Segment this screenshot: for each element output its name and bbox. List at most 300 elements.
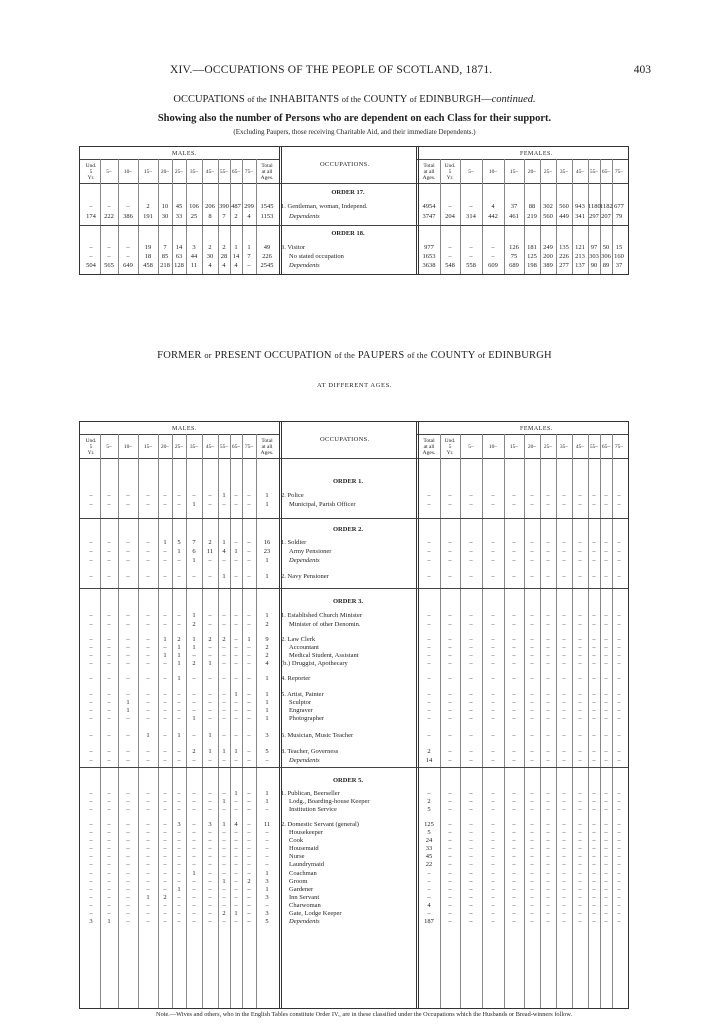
table-cell: – [107,636,111,643]
footnote: Note.—Wives and others, who in the English Tables constitute Order IV., are in these classified under the Occupations which the Husbands or Bread-winners follow. [156,1011,572,1018]
table-cell: 1 [265,557,269,564]
table-cell: – [126,918,130,925]
table-cell: – [177,557,181,564]
table-cell: – [427,539,431,546]
section2-subtitle: AT DIFFERENT AGES. [316,382,393,389]
table-cell: 977 [424,244,434,251]
table-cell: – [562,492,566,499]
occupation-label: 8. Teacher, Governess [281,748,339,755]
table-cell: – [592,894,596,901]
male-col-10–: 10– [123,169,133,175]
table-cell: – [107,699,111,706]
table-cell: – [177,870,181,877]
table-cell: – [491,253,495,260]
table-cell: – [530,691,534,698]
table-cell: – [126,829,130,836]
table-cell: – [491,501,495,508]
table-cell: – [177,501,181,508]
table-cell: – [592,748,596,755]
table-cell: – [89,886,93,893]
table-cell: – [604,501,608,508]
table-cell: – [562,798,566,805]
table-cell: – [546,757,550,764]
table-cell: – [177,492,181,499]
table-cell: – [491,675,495,682]
table-cell: 4 [265,660,269,667]
table-cell: – [469,691,473,698]
table-cell: 1 [222,748,226,755]
table-cell: – [107,244,111,251]
table-cell: – [491,894,495,901]
table-cell: – [163,644,167,651]
male-col-15–: 15– [143,169,153,175]
table-cell: – [192,573,196,580]
table-cell: – [512,501,516,508]
table-cell: – [163,732,167,739]
table-cell: 943 [575,203,585,210]
table-cell: 137 [575,262,585,269]
occupation-label: Institution Service [289,806,337,813]
table-cell: – [146,910,150,917]
table-cell: – [491,691,495,698]
column-rule [279,422,282,1008]
table-cell: – [234,845,238,852]
male-col-25–: 25– [174,444,184,450]
table-cell: – [126,837,130,844]
table-cell: – [265,902,269,909]
table-cell: – [592,539,596,546]
table-cell: 560 [559,203,569,210]
table-cell: – [427,699,431,706]
table-cell: 1 [126,707,130,714]
table-cell: 1 [222,492,226,499]
table-cell: 2 [208,636,212,643]
occupation-label: Accountant [289,644,319,651]
table-cell: – [448,870,452,877]
table-cell: – [234,918,238,925]
table-cell: – [604,732,608,739]
table-cell: – [530,845,534,852]
table-cell: – [491,870,495,877]
table-cell: 2 [222,244,226,251]
table-cell: 299 [244,203,254,210]
male-col-20–: 20– [160,169,170,175]
table-cell: 125 [424,821,434,828]
occupation-label: Dependents [289,918,320,925]
table-cell: – [546,870,550,877]
table-cell: – [222,837,226,844]
table-cell: – [512,806,516,813]
table-cell: 1 [192,644,196,651]
table-cell: – [578,621,582,628]
table-cell: – [562,691,566,698]
table-cell: – [427,715,431,722]
table-cell: – [617,894,621,901]
section1-note: (Excluding Paupers, those receiving Charitable Aid, and their immediate Dependents.) [233,128,476,136]
table-cell: 4 [222,548,226,555]
table-cell: – [89,910,93,917]
table-cell: – [126,621,130,628]
male-col-55–: 55– [219,169,229,175]
table-cell: – [592,557,596,564]
table-cell: – [546,691,550,698]
table-cell: – [604,894,608,901]
table-cell: 341 [575,213,585,220]
table-cell: – [578,910,582,917]
table-cell: – [530,798,534,805]
paupers-table [79,421,629,1009]
table-cell: – [89,253,93,260]
table-cell: 191 [143,213,153,220]
table-cell: 97 [590,244,598,251]
table-cell: – [89,492,93,499]
table-cell: 4 [208,262,212,269]
table-cell: – [530,748,534,755]
table-cell: 677 [614,203,624,210]
table-cell: 1 [163,539,167,546]
table-cell: – [491,837,495,844]
table-cell: – [546,715,550,722]
table-cell: – [491,861,495,868]
header-rule [416,434,628,435]
table-cell: – [107,539,111,546]
table-cell: 1 [265,501,269,508]
table-cell: – [126,878,130,885]
female-col-15–: 15– [509,444,519,450]
table-cell: – [208,557,212,564]
table-cell: – [578,806,582,813]
table-cell: – [247,886,251,893]
table-cell: – [126,757,130,764]
table-cell: – [617,829,621,836]
table-cell: – [592,492,596,499]
table-cell: – [578,902,582,909]
female-col-75–: 75– [614,444,624,450]
table-cell: – [192,829,196,836]
table-cell: – [222,757,226,764]
table-cell: 2 [208,539,212,546]
table-cell: 386 [123,213,133,220]
table-cell: – [512,636,516,643]
table-cell: – [192,790,196,797]
table-cell: – [530,806,534,813]
table-cell: 1 [265,886,269,893]
table-cell: – [222,621,226,628]
male-col-total: Total at all Ages. [260,163,274,181]
table-cell: – [578,918,582,925]
table-cell: – [546,557,550,564]
table-cell: – [89,675,93,682]
females-group-header: FEMALES. [520,151,553,157]
table-cell: – [562,748,566,755]
table-cell: – [530,715,534,722]
table-cell: – [592,573,596,580]
table-cell: – [592,660,596,667]
table-cell: – [89,861,93,868]
table-cell: 1 [234,748,238,755]
table-cell: – [546,845,550,852]
table-cell: – [222,557,226,564]
occupation-label: Photographer [289,715,325,722]
table-cell: 1 [265,870,269,877]
table-cell: – [491,573,495,580]
table-cell: – [177,715,181,722]
table-cell: – [469,573,473,580]
table-cell: – [146,636,150,643]
table-cell: – [107,644,111,651]
table-cell: – [222,675,226,682]
table-cell: – [604,548,608,555]
table-cell: – [126,691,130,698]
table-cell: – [469,806,473,813]
table-cell: – [469,699,473,706]
table-cell: – [592,845,596,852]
table-cell: – [177,878,181,885]
table-cell: – [491,652,495,659]
table-cell: 1 [222,798,226,805]
table-cell: – [208,644,212,651]
table-cell: – [89,732,93,739]
table-cell: – [578,548,582,555]
occupation-label: Municipal, Parish Officer [289,501,356,508]
table-cell: 135 [559,244,569,251]
table-cell: – [546,652,550,659]
table-cell: – [617,886,621,893]
male-col-total: Total at all Ages. [260,438,274,456]
table-cell: – [592,806,596,813]
table-cell: – [208,870,212,877]
table-cell: – [491,886,495,893]
table-cell: – [126,886,130,893]
table-cell: – [107,612,111,619]
table-cell: – [247,910,251,917]
table-cell: – [562,660,566,667]
header-rule [80,434,280,435]
table-cell: – [146,707,150,714]
table-cell: – [234,902,238,909]
table-cell: – [491,715,495,722]
table-cell: – [192,845,196,852]
table-cell: – [234,539,238,546]
table-cell: – [448,821,452,828]
table-cell: – [265,861,269,868]
table-cell: – [469,910,473,917]
table-cell: – [562,557,566,564]
table-cell: – [617,675,621,682]
table-cell: – [427,492,431,499]
table-cell: – [427,675,431,682]
table-cell: – [163,548,167,555]
table-cell: – [469,829,473,836]
table-cell: – [530,621,534,628]
table-cell: – [126,894,130,901]
table-cell: – [530,790,534,797]
male-col-under5: Und. 5 Yr. [85,438,97,456]
table-cell: – [146,918,150,925]
table-cell: – [512,902,516,909]
table-cell: – [234,829,238,836]
table-cell: – [107,757,111,764]
table-cell: 174 [86,213,96,220]
table-cell: – [512,548,516,555]
table-cell: – [234,861,238,868]
table-cell: – [163,612,167,619]
table-cell: – [89,790,93,797]
table-cell: – [617,861,621,868]
table-cell: – [562,845,566,852]
female-col-20–: 20– [527,169,537,175]
table-cell: 181 [527,244,537,251]
table-cell: – [177,691,181,698]
table-cell: – [247,894,251,901]
male-col-75–: 75– [244,444,254,450]
table-cell: – [578,886,582,893]
table-cell: – [126,203,130,210]
table-cell: 1 [234,910,238,917]
table-cell: – [469,870,473,877]
table-cell: – [89,878,93,885]
table-cell: – [89,707,93,714]
occupations-header: OCCUPATIONS. [320,436,370,443]
occupation-label: 2. Law Clerk [281,636,316,643]
table-cell: – [562,886,566,893]
table-cell: 85 [161,253,169,260]
order-label: ORDER 18. [331,230,365,237]
table-cell: – [578,691,582,698]
table-cell: – [222,861,226,868]
table-cell: – [427,636,431,643]
table-cell: 1 [234,790,238,797]
table-cell: – [247,748,251,755]
table-cell: – [512,707,516,714]
table-cell: 1 [265,573,269,580]
table-cell: 4 [427,902,431,909]
table-cell: – [469,539,473,546]
table-cell: – [146,548,150,555]
table-cell: – [546,853,550,860]
table-cell: – [107,660,111,667]
table-cell: – [512,675,516,682]
table-cell: – [208,894,212,901]
table-cell: – [247,621,251,628]
table-cell: – [512,715,516,722]
table-cell: – [617,902,621,909]
table-cell: – [617,918,621,925]
table-cell: – [546,790,550,797]
table-cell: – [177,853,181,860]
order-rule [80,225,628,226]
table-cell: 2 [177,636,181,643]
table-cell: – [208,492,212,499]
table-cell: – [469,878,473,885]
table-cell: – [247,699,251,706]
table-cell: – [177,845,181,852]
occupation-label: 3. Visitor [281,244,306,251]
table-cell: – [427,644,431,651]
table-cell: – [427,573,431,580]
table-cell: – [234,573,238,580]
table-cell: – [604,910,608,917]
table-cell: – [578,573,582,580]
table-cell: 1 [177,886,181,893]
table-cell: 1 [265,691,269,698]
table-cell: – [604,539,608,546]
table-cell: – [530,492,534,499]
table-cell: – [208,886,212,893]
table-cell: 106 [189,203,199,210]
table-cell: – [562,902,566,909]
table-cell: – [208,910,212,917]
table-cell: – [192,652,196,659]
table-cell: – [604,829,608,836]
table-cell: – [146,757,150,764]
table-cell: 30 [161,213,169,220]
table-cell: – [427,691,431,698]
female-col-75–: 75– [614,169,624,175]
table-cell: – [163,573,167,580]
table-cell: – [530,557,534,564]
table-cell: – [146,861,150,868]
table-cell: – [126,253,130,260]
table-cell: – [247,573,251,580]
occupation-label: Minister of other Denomin. [289,621,361,628]
table-cell: – [578,707,582,714]
table-cell: – [427,612,431,619]
occupation-label: Groom [289,878,308,885]
table-cell: – [177,861,181,868]
table-cell: – [222,660,226,667]
table-cell: 198 [527,262,537,269]
table-cell: – [530,573,534,580]
table-cell: 1 [107,918,111,925]
table-cell: 1 [208,732,212,739]
table-cell: – [234,715,238,722]
female-col-20–: 20– [527,444,537,450]
table-cell: – [617,715,621,722]
table-cell: – [146,790,150,797]
table-cell: – [247,707,251,714]
males-group-header: MALES. [172,151,197,157]
table-cell: – [208,691,212,698]
table-cell: 1 [265,612,269,619]
table-cell: – [604,644,608,651]
table-cell: – [578,821,582,828]
table-cell: – [469,612,473,619]
table-cell: – [469,798,473,805]
table-cell: – [107,861,111,868]
table-cell: – [177,621,181,628]
table-cell: – [448,837,452,844]
table-cell: – [448,845,452,852]
table-cell: – [107,675,111,682]
occupation-label: 6. Musician, Music Teacher [281,732,354,739]
table-cell: – [617,699,621,706]
table-cell: – [146,573,150,580]
table-cell: – [427,886,431,893]
table-cell: – [546,861,550,868]
table-cell: – [592,621,596,628]
table-cell: 125 [527,253,537,260]
table-cell: – [617,790,621,797]
table-cell: 3 [265,878,269,885]
table-cell: – [192,675,196,682]
table-cell: – [163,886,167,893]
occupations-header: OCCUPATIONS. [320,161,370,168]
table-cell: – [163,861,167,868]
table-cell: – [530,878,534,885]
occupations-table [79,146,629,275]
table-cell: – [427,652,431,659]
